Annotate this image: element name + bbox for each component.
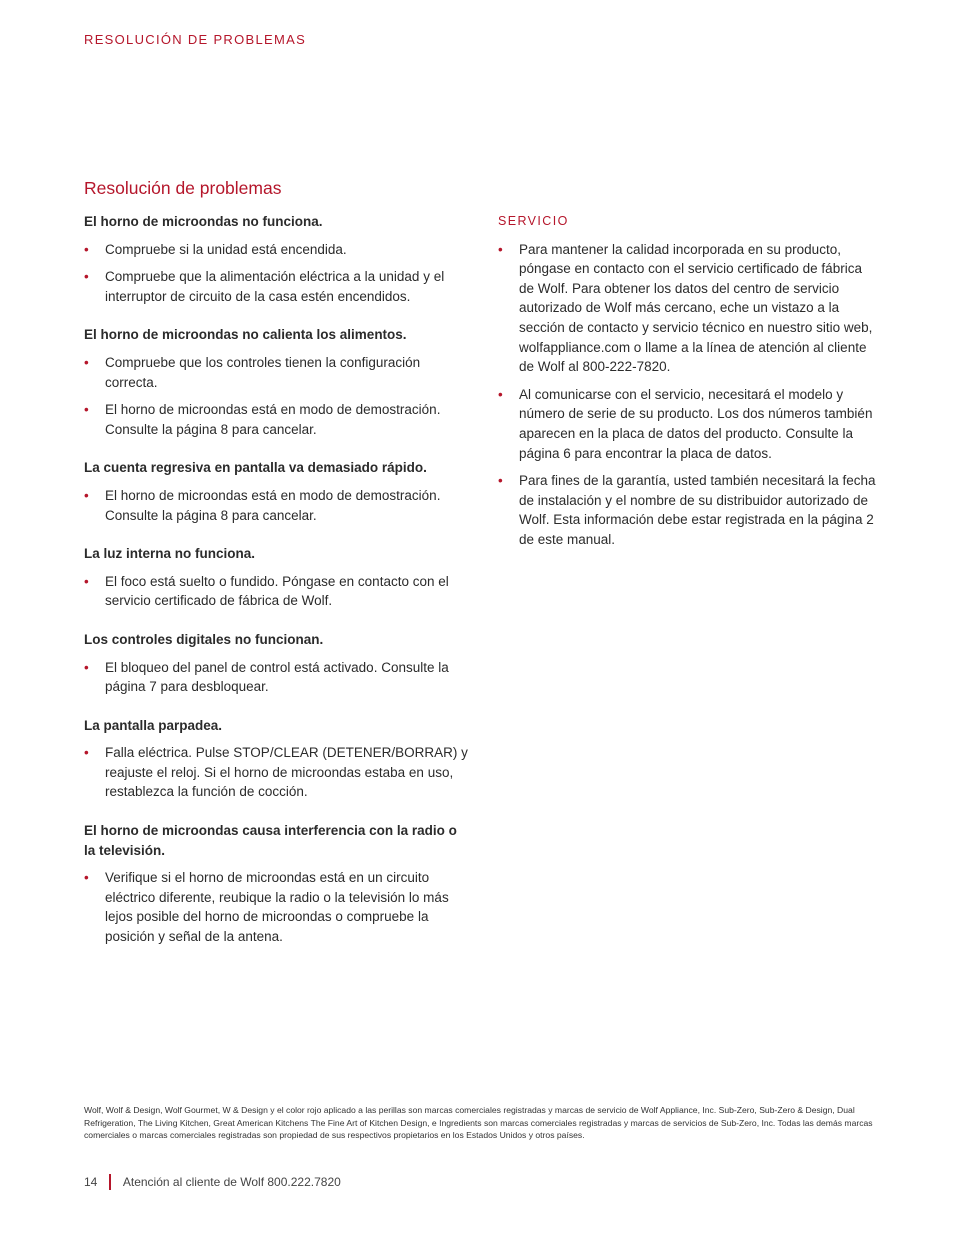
- answer-item: [84, 572, 469, 611]
- answer-list: [84, 240, 469, 307]
- answer-text: Compruebe si la unidad está encendida.: [105, 241, 347, 257]
- answer-text: El horno de microondas está en modo de demostración. Consulte la página 8 para cancelar.: [105, 487, 441, 523]
- service-text: Para mantener la calidad incorporada en su producto, póngase en contacto con el servicio certificado de fábrica de Wolf. Para obtener los datos del centro de servicio autorizado de Wolf más cercano, eche un vistazo a la sección de contacto y servicio técnico en nuestro sitio web, wolfappliance.com o llame a la línea de atención al cliente de Wolf al 800-222-7820.: [519, 241, 873, 375]
- service-text: Para fines de la garantía, usted también necesitará la fecha de instalación y el nombre de su distribuidor autorizado de Wolf. Esta información debe estar registrada en la página 2 de este manual.: [519, 473, 876, 547]
- problem-item: [84, 630, 469, 697]
- service-item: [498, 385, 878, 463]
- service-text: Al comunicarse con el servicio, necesitará el modelo y número de serie de su producto. Los dos números también aparecen en la placa de datos del producto. Consulte la página 6 para encontrar la placa de datos.: [519, 386, 873, 461]
- answer-text: Compruebe que la alimentación eléctrica a la unidad y el interruptor de circuito de la casa estén encendidos.: [105, 269, 445, 304]
- troubleshooting-column: [84, 212, 469, 966]
- problem-question: El horno de microondas no calienta los alimentos.: [84, 327, 407, 343]
- service-heading: SERVICIO: [498, 214, 569, 228]
- answer-text: El foco está suelto o fundido. Póngase en contacto con el servicio certificado de fábrica de Wolf.: [105, 573, 449, 609]
- answer-text: El horno de microondas está en modo de demostración. Consulte la página 8 para cancelar.: [105, 402, 441, 437]
- answer-list: [84, 658, 469, 697]
- problem-item: [84, 716, 469, 802]
- bullet-icon: •: [498, 473, 503, 489]
- footer-contact: Atención al cliente de Wolf 800.222.7820: [122, 1175, 341, 1189]
- answer-text: Compruebe que los controles tienen la configuración correcta.: [105, 354, 421, 390]
- problem-question: El horno de microondas no funciona.: [84, 214, 323, 229]
- bullet-icon: •: [84, 354, 89, 370]
- page-footer: [84, 1174, 341, 1190]
- answer-list: [84, 353, 469, 439]
- service-column: [498, 212, 878, 569]
- answer-list: [84, 743, 469, 802]
- problem-question: El horno de microondas causa interferencia con la radio o la televisión.: [84, 823, 457, 858]
- bullet-icon: •: [84, 659, 89, 675]
- answer-item: [84, 658, 469, 697]
- answer-text: Falla eléctrica. Pulse STOP/CLEAR (DETENER/BORRAR) y reajuste el reloj. Si el horno de microondas estaba en uso, restablezca la función de cocción.: [105, 745, 468, 800]
- bullet-icon: •: [84, 573, 89, 589]
- answer-item: [84, 486, 469, 525]
- bullet-icon: •: [84, 870, 89, 886]
- bullet-icon: •: [84, 402, 89, 418]
- answer-item: [84, 240, 469, 260]
- problem-question: Los controles digitales no funcionan.: [84, 631, 324, 647]
- bullet-icon: •: [84, 487, 89, 503]
- problem-item: [84, 325, 469, 439]
- problem-question: La luz interna no funciona.: [84, 546, 256, 562]
- problem-question: La pantalla parpadea.: [84, 717, 223, 733]
- problem-item: [84, 212, 469, 306]
- footer-divider: [109, 1174, 111, 1190]
- answer-list: [84, 868, 469, 946]
- answer-item: [84, 400, 469, 439]
- bullet-icon: •: [84, 241, 89, 257]
- answer-text: Verifique si el horno de microondas está en un circuito eléctrico diferente, reubique la radio o la televisión lo más lejos posible del horno de microondas o compruebe la posición y señal de la antena.: [105, 870, 449, 945]
- answer-list: [84, 486, 469, 525]
- bullet-icon: •: [84, 269, 89, 285]
- answer-item: [84, 353, 469, 392]
- answer-text: El bloqueo del panel de control está activado. Consulte la página 7 para desbloquear.: [105, 659, 449, 695]
- service-list: [498, 240, 878, 550]
- service-item: [498, 240, 878, 377]
- answer-item: [84, 267, 469, 306]
- section-title: Resolución de problemas: [84, 178, 282, 198]
- problem-item: [84, 544, 469, 611]
- problem-item: [84, 821, 469, 947]
- problem-item: [84, 458, 469, 525]
- bullet-icon: •: [498, 241, 503, 257]
- answer-list: [84, 572, 469, 611]
- answer-item: [84, 868, 469, 946]
- answer-item: [84, 743, 469, 802]
- running-header: RESOLUCIÓN DE PROBLEMAS: [84, 32, 307, 47]
- problem-question: La cuenta regresiva en pantalla va demasiado rápido.: [84, 460, 427, 476]
- page-number: 14: [84, 1175, 98, 1189]
- service-item: [498, 471, 878, 549]
- bullet-icon: •: [498, 386, 503, 402]
- bullet-icon: •: [84, 745, 89, 761]
- legal-notice: Wolf, Wolf & Design, Wolf Gourmet, W & Design y el color rojo aplicado a las perillas son marcas comerciales registradas y marcas de servicio de Wolf Appliance, Inc. Sub-Zero, Sub-Zero & Design, Dual Refrigeration, The Living Kitchen, Great American Kitchens The Fine Art of Kitchen Design, e Ingredients son marcas comerciales registradas y marcas de servicios de Sub-Zero, Inc. Todas las demás marcas comerciales o marcas comerciales registradas son propiedad de sus respectivos propietarios en los Estados Unidos y otros países.: [84, 1105, 873, 1141]
